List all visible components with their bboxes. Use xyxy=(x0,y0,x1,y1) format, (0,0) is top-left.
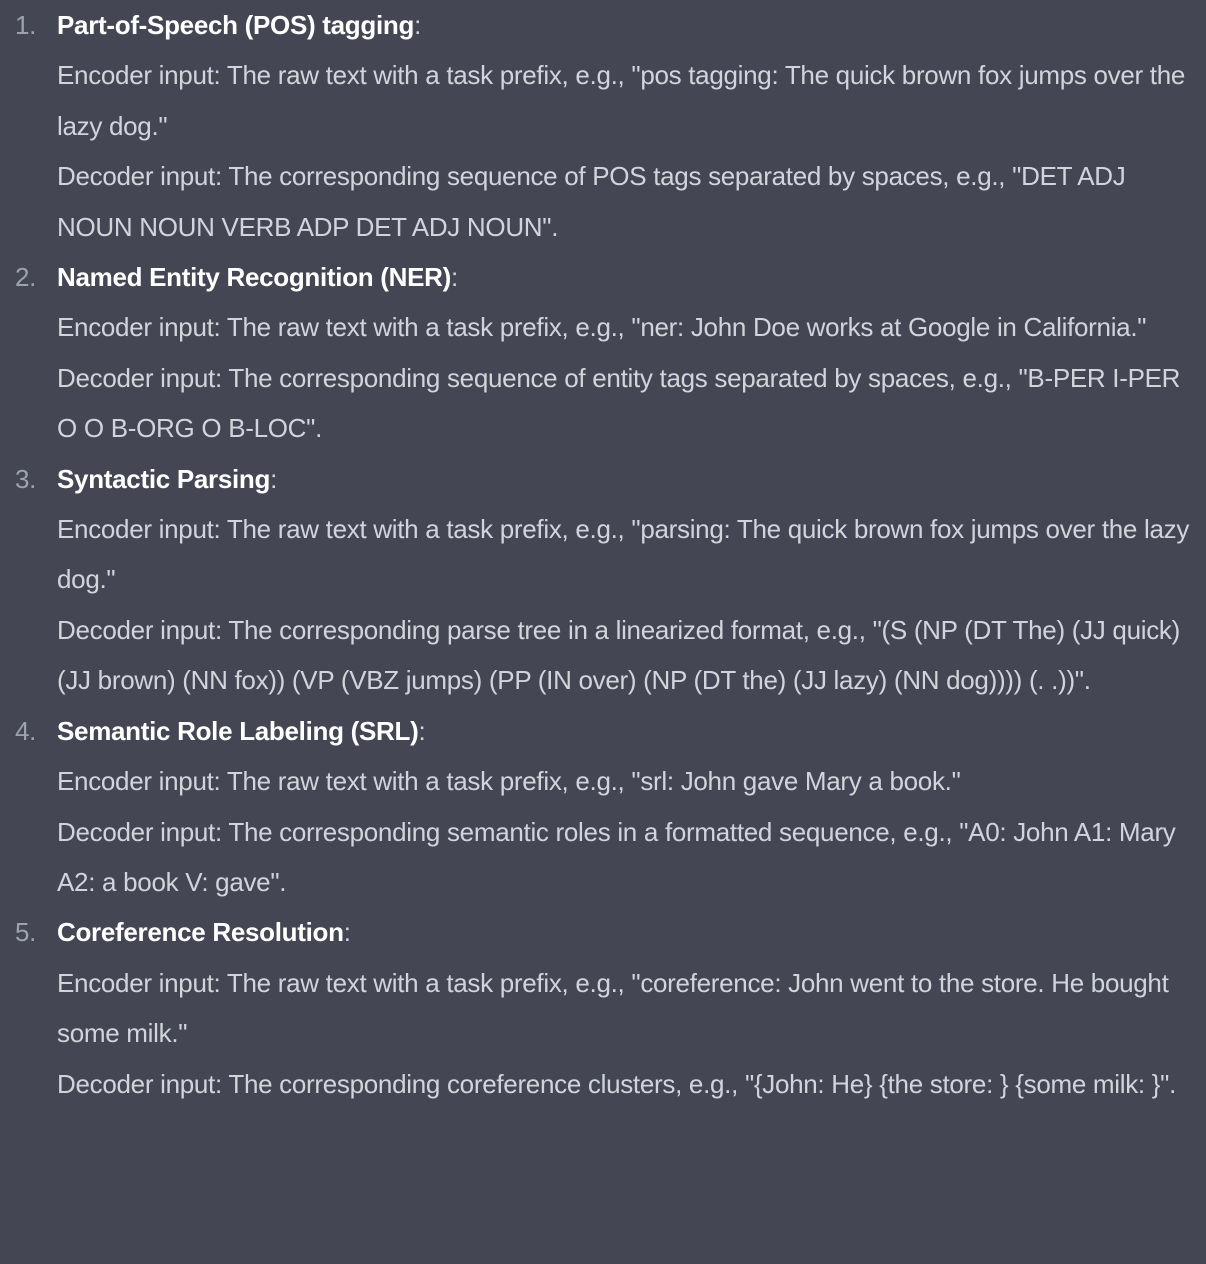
task-heading xyxy=(57,907,1192,957)
list-number: 4. xyxy=(15,715,37,746)
list-item xyxy=(0,454,1192,706)
task-title: Named Entity Recognition (NER) xyxy=(57,262,452,293)
encoder-input-text: Encoder input: The raw text with a task prefix, e.g., "pos tagging: The quick brown fox jumps over the lazy dog." xyxy=(57,60,1186,141)
decoder-input-text: Decoder input: The corresponding sequence of entity tags separated by spaces, e.g., "B-PER I-PER O O B-ORG O B-LOC". xyxy=(57,362,1181,444)
heading-colon: : xyxy=(451,262,458,293)
heading-colon: : xyxy=(270,463,278,494)
task-heading xyxy=(57,454,1192,504)
task-title: Coreference Resolution xyxy=(57,917,344,948)
list-number: 3. xyxy=(15,463,37,494)
heading-colon: : xyxy=(418,715,426,746)
encoder-input-text: Encoder input: The raw text with a task prefix, e.g., "srl: John gave Mary a book." xyxy=(57,766,961,797)
task-title: Part-of-Speech (POS) tagging xyxy=(57,10,415,40)
task-title: Syntactic Parsing xyxy=(57,463,271,494)
decoder-input-text: Decoder input: The corresponding coreference clusters, e.g., "{John: He} {the store: } {some milk: }". xyxy=(57,1068,1177,1099)
decoder-input-text: Decoder input: The corresponding parse tree in a linearized format, e.g., "(S (NP (DT The) (JJ quick) (JJ brown) (NN fox)) (VP (VBZ jumps) (PP (IN over) (NP (DT the) (JJ lazy) (NN dog)))) (. .))". xyxy=(57,614,1180,696)
decoder-input-text: Decoder input: The corresponding sequence of POS tags separated by spaces, e.g., "DET ADJ NOUN NOUN VERB ADP DET ADJ NOUN". xyxy=(57,161,1126,242)
list-number: 1. xyxy=(15,10,37,40)
heading-colon: : xyxy=(414,10,421,40)
list-item xyxy=(0,706,1192,908)
task-heading xyxy=(57,0,1192,50)
encoder-input-text: Encoder input: The raw text with a task prefix, e.g., "ner: John Doe works at Google in California." xyxy=(57,312,1147,343)
task-title: Semantic Role Labeling (SRL) xyxy=(57,715,419,746)
list-item xyxy=(0,907,1192,1109)
encoder-input-text: Encoder input: The raw text with a task prefix, e.g., "coreference: John went to the store. He bought some milk." xyxy=(57,967,1169,1049)
encoder-input-text: Encoder input: The raw text with a task prefix, e.g., "parsing: The quick brown fox jumps over the lazy dog." xyxy=(57,514,1190,595)
list-item xyxy=(0,0,1192,252)
task-heading xyxy=(57,706,1192,756)
task-heading xyxy=(57,252,1192,302)
heading-colon: : xyxy=(343,917,351,948)
decoder-input-text: Decoder input: The corresponding semantic roles in a formatted sequence, e.g., "A0: John A1: Mary A2: a book V: gave". xyxy=(57,816,1176,897)
list-number: 2. xyxy=(15,262,37,293)
list-number: 5. xyxy=(15,917,37,948)
list-item xyxy=(0,252,1192,454)
